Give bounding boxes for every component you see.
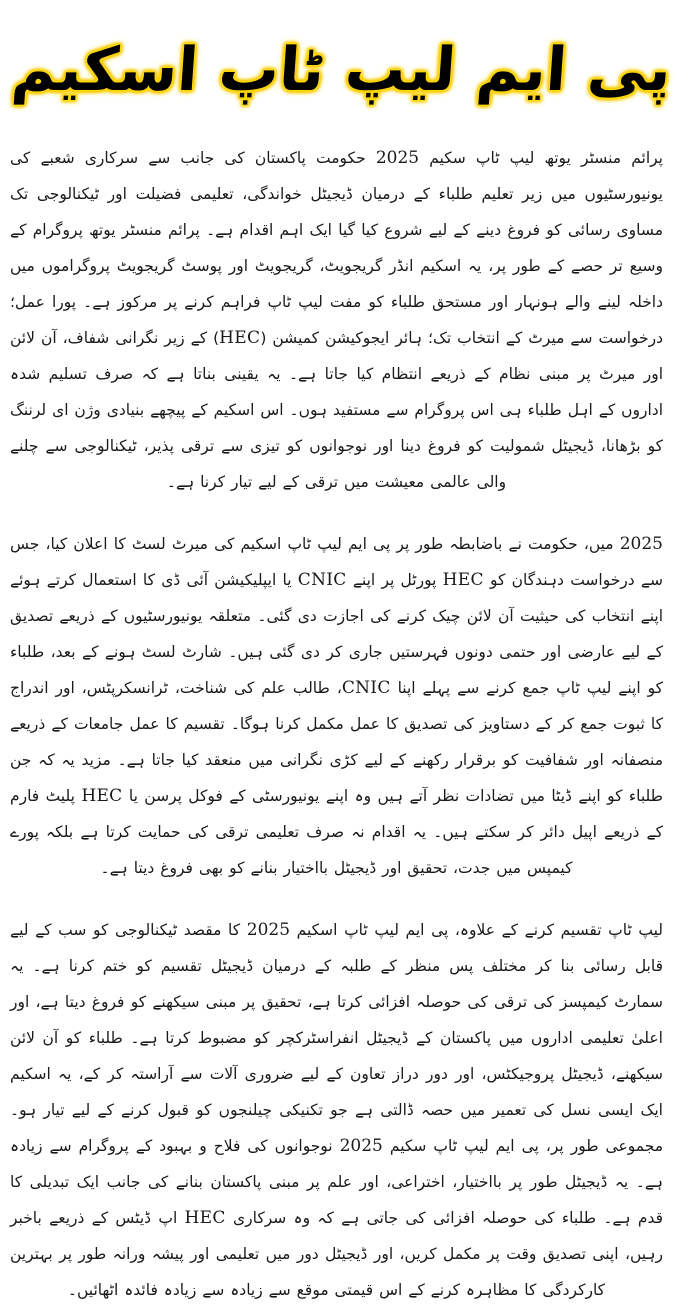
headline-container xyxy=(0,6,683,136)
body-paragraph-2: 2025 میں، حکومت نے باضابطہ طور پر پی ایم لیپ ٹاپ اسکیم کی میرٹ لسٹ کا اعلان کیا، جس سے درخواست دہندگان کو HEC پورٹل پر اپنے CNIC یا ایپلیکیشن آئی ڈی کا استعمال کرتے ہوئے اپنے انتخاب کی حیثیت آن لائن چیک کرنے کی اجازت دی گئی۔ متعلقہ یونیورسٹیوں کے ذریعے تصدیق کے لیے عارضی اور حتمی دونوں فہرستیں جاری کر دی گئی ہیں۔ شارٹ لسٹ ہونے کے بعد، طلباء کو اپنے لیپ ٹاپ جمع کرنے سے پہلے اپنا CNIC، طالب علم کی شناخت، ٹرانسکرپٹس، اور اندراج کا ثبوت جمع کر کے دستاویز کی تصدیق کا عمل مکمل کرنا ہوگا۔ تقسیم کا عمل جامعات کے ذریعے منصفانہ اور شفافیت کو برقرار رکھنے کے لیے کڑی نگرانی میں منعقد کیا جاتا ہے۔ مزید یہ کہ جن طلباء کو اپنے ڈیٹا میں تضادات نظر آتے ہیں وہ اپنے یونیورسٹی کے فوکل پرسن یا HEC پلیٹ فارم کے ذریعے اپیل دائر کر سکتے ہیں۔ یہ اقدام نہ صرف تعلیمی ترقی کی حمایت کرتا ہے بلکہ پورے کیمپس میں جدت، تحقیق اور ڈیجیٹل بااختیار بنانے کو بھی فروغ دیتا ہے۔ xyxy=(10,534,663,877)
body-paragraph-1: پرائم منسٹر یوتھ لیپ ٹاپ سکیم 2025 حکومت پاکستان کی جانب سے سرکاری شعبے کی یونیورسٹیوں میں زیر تعلیم طلباء کے درمیان ڈیجیٹل خواندگی، تعلیمی فضیلت اور ٹیکنالوجی تک مساوی رسائی کو فروغ دینے کے لیے شروع کیا گیا ایک اہم اقدام ہے۔ پرائم منسٹر یوتھ پروگرام کے وسیع تر حصے کے طور پر، یہ اسکیم انڈر گریجویٹ، گریجویٹ اور پوسٹ گریجویٹ پروگراموں میں داخلہ لینے والے ہونہار اور مستحق طلباء کو مفت لیپ ٹاپ فراہم کرنے پر مرکوز ہے۔ پورا عمل؛ درخواست سے میرٹ کے انتخاب تک؛ ہائر ایجوکیشن کمیشن (HEC) کے زیر نگرانی شفاف، آن لائن اور میرٹ پر مبنی نظام کے ذریعے انتظام کیا جاتا ہے۔ یہ یقینی بناتا ہے کہ صرف تسلیم شدہ اداروں کے اہل طلباء ہی اس پروگرام سے مستفید ہوں۔ اس اسکیم کے پیچھے بنیادی وژن ای لرننگ کو بڑھانا، ڈیجیٹل شمولیت کو فروغ دینا اور نوجوانوں کو تیزی سے ترقی پذیر، ٹیکنالوجی سے چلنے والی عالمی معیشت میں ترقی کے لیے تیار کرنا ہے۔ xyxy=(10,148,663,491)
body-paragraph-3: لیپ ٹاپ تقسیم کرنے کے علاوہ، پی ایم لیپ ٹاپ اسکیم 2025 کا مقصد ٹیکنالوجی کو سب کے لیے قابل رسائی بنا کر مختلف پس منظر کے طلبہ کے درمیان ڈیجیٹل تقسیم کو ختم کرنا ہے۔ یہ سمارٹ کیمپسز کی ترقی کی حوصلہ افزائی کرتا ہے، تحقیق پر مبنی سیکھنے کو فروغ دیتا ہے، اور اعلیٰ تعلیمی اداروں میں پاکستان کے ڈیجیٹل انفراسٹرکچر کو مضبوط کرتا ہے۔ طلباء کو آن لائن سیکھنے، ڈیجیٹل پروجیکٹس، اور دور دراز تعاون کے لیے ضروری آلات سے آراستہ کر کے، یہ اسکیم ایک ایسی نسل کی تعمیر میں حصہ ڈالتی ہے جو تکنیکی چیلنجوں کو قبول کرنے کے لیے تیار ہو۔ مجموعی طور پر، پی ایم لیپ ٹاپ سکیم 2025 نوجوانوں کی فلاح و بہبود کے پروگرام سے زیادہ ہے۔ یہ ڈیجیٹل طور پر بااختیار، اختراعی، اور علم پر مبنی پاکستان بنانے کی جانب ایک تبدیلی کا قدم ہے۔ طلباء کی حوصلہ افزائی کی جاتی ہے کہ وہ سرکاری HEC اپ ڈیٹس کے ذریعے باخبر رہیں، اپنی تصدیق وقت پر مکمل کریں، اور ڈیجیٹل دور میں تعلیمی اور پیشہ ورانہ طور پر بہترین کارکردگی کا مظاہرہ کرنے کے اس قیمتی موقع سے زیادہ سے زیادہ فائدہ اٹھائیں۔ xyxy=(10,920,664,1299)
article-body xyxy=(10,140,664,1299)
page-title: پی ایم لیپ ٹاپ اسکیم xyxy=(9,35,674,106)
